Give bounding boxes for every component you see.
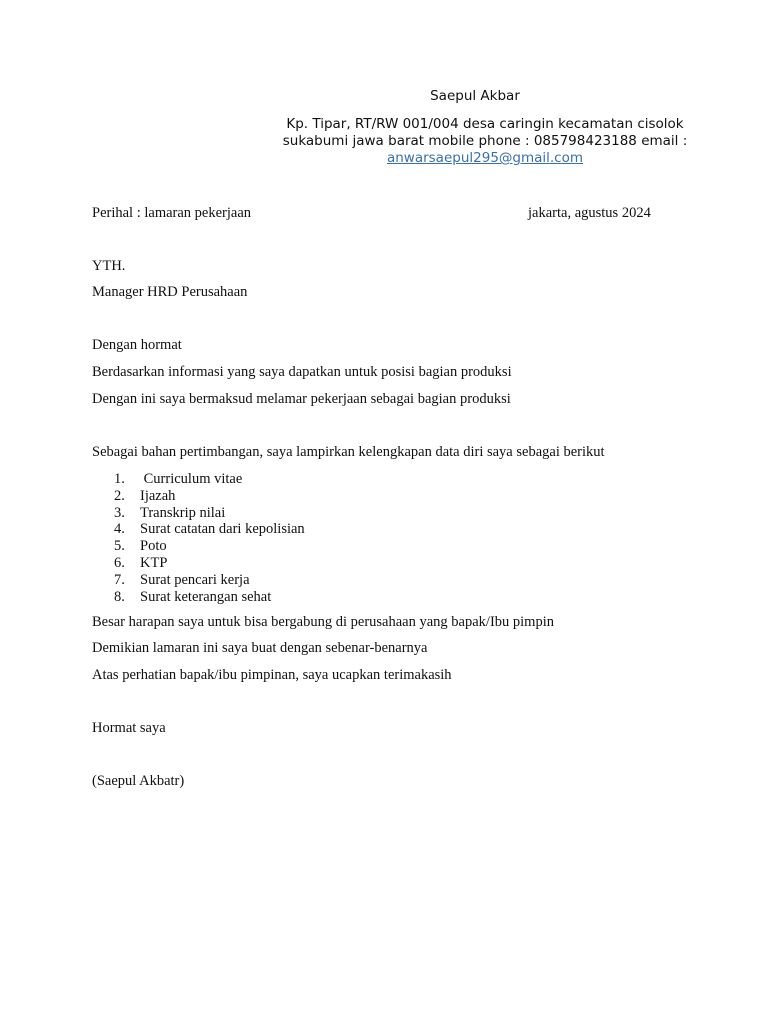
sender-name: Saepul Akbar: [430, 88, 520, 104]
recipient-title: Manager HRD Perusahaan: [92, 284, 248, 300]
body-paragraph-2: Dengan ini saya bermaksud melamar pekerjaan sebagai bagian produksi: [92, 391, 511, 407]
sender-address-line1: Kp. Tipar, RT/RW 001/004 desa caringin kecamatan cisolok: [286, 116, 684, 132]
list-item: 2. Ijazah: [114, 487, 176, 504]
closing-paragraph-2: Demikian lamaran ini saya buat dengan sebenar-benarnya: [92, 640, 428, 656]
list-item: 5. Poto: [114, 538, 167, 555]
list-item: 3. Transkrip nilai: [114, 504, 226, 521]
list-item: 4. Surat catatan dari kepolisian: [114, 521, 305, 538]
recipient-salutation: YTH.: [92, 258, 126, 274]
list-item: 1. Curriculum vitae: [114, 471, 243, 487]
letter-date: jakarta, agustus 2024: [528, 205, 651, 221]
sender-address-line2: sukabumi jawa barat mobile phone : 085798423188 email :: [282, 133, 688, 149]
closing-paragraph-1: Besar harapan saya untuk bisa bergabung di perusahaan yang bapak/Ibu pimpin: [92, 614, 554, 630]
body-paragraph-1: Berdasarkan informasi yang saya dapatkan untuk posisi bagian produksi: [92, 364, 512, 380]
list-item: 8. Surat keterangan sehat: [114, 588, 272, 605]
sender-email-link[interactable]: anwarsaepul295@gmail.com: [386, 150, 584, 166]
closing-paragraph-3: Atas perhatian bapak/ibu pimpinan, saya ucapkan terimakasih: [92, 667, 452, 683]
list-item: 7. Surat pencari kerja: [114, 571, 250, 588]
list-item: 6. KTP: [114, 554, 168, 571]
greeting: Dengan hormat: [92, 337, 182, 353]
attachment-list: [92, 471, 305, 605]
sign-off: Hormat saya: [92, 720, 166, 736]
signature-name: (Saepul Akbatr): [92, 773, 185, 789]
body-paragraph-3: Sebagai bahan pertimbangan, saya lampirkan kelengkapan data diri saya sebagai berikut: [92, 444, 605, 460]
subject-line: Perihal : lamaran pekerjaan: [92, 205, 252, 221]
